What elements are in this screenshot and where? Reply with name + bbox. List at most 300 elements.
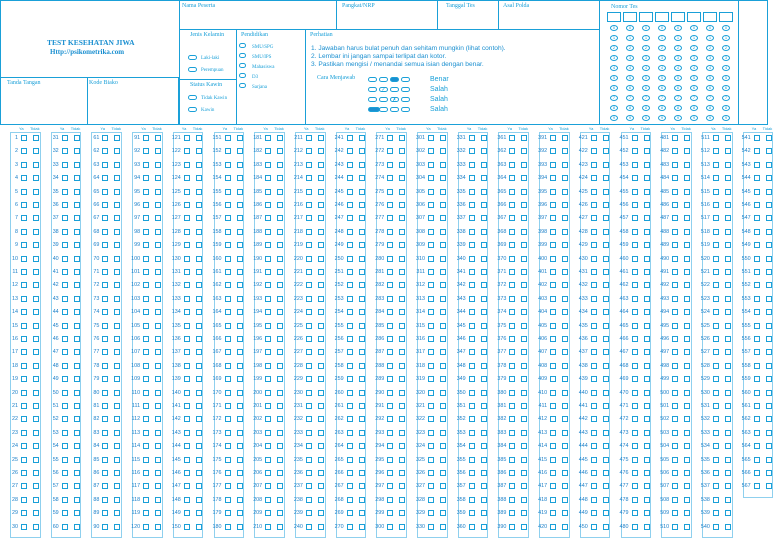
answer-tidak-box[interactable] (562, 336, 568, 342)
answer-tidak-box[interactable] (359, 416, 365, 422)
answer-ya-box[interactable] (225, 497, 231, 503)
answer-ya-box[interactable] (632, 148, 638, 154)
answer-ya-box[interactable] (591, 296, 597, 302)
answer-ya-box[interactable] (102, 470, 108, 476)
answer-tidak-box[interactable] (318, 416, 324, 422)
answer-ya-box[interactable] (21, 175, 27, 181)
answer-tidak-box[interactable] (33, 457, 39, 463)
answer-tidak-box[interactable] (33, 135, 39, 141)
answer-ya-box[interactable] (225, 323, 231, 329)
answer-tidak-box[interactable] (481, 323, 487, 329)
answer-tidak-box[interactable] (237, 457, 243, 463)
answer-ya-box[interactable] (509, 296, 515, 302)
answer-tidak-box[interactable] (766, 483, 772, 489)
nomor-bubble[interactable]: 5 (626, 75, 634, 81)
answer-tidak-box[interactable] (237, 524, 243, 530)
answer-tidak-box[interactable] (277, 229, 283, 235)
answer-ya-box[interactable] (469, 483, 475, 489)
answer-ya-box[interactable] (591, 242, 597, 248)
answer-tidak-box[interactable] (481, 296, 487, 302)
answer-ya-box[interactable] (306, 416, 312, 422)
answer-tidak-box[interactable] (155, 403, 161, 409)
answer-ya-box[interactable] (591, 443, 597, 449)
answer-tidak-box[interactable] (603, 175, 609, 181)
answer-tidak-box[interactable] (114, 376, 120, 382)
answer-tidak-box[interactable] (74, 470, 80, 476)
answer-ya-box[interactable] (143, 189, 149, 195)
answer-ya-box[interactable] (102, 443, 108, 449)
answer-tidak-box[interactable] (359, 189, 365, 195)
answer-tidak-box[interactable] (684, 443, 690, 449)
answer-ya-box[interactable] (632, 162, 638, 168)
nomor-bubble[interactable]: 9 (642, 115, 650, 121)
answer-ya-box[interactable] (265, 363, 271, 369)
answer-ya-box[interactable] (306, 349, 312, 355)
answer-tidak-box[interactable] (684, 175, 690, 181)
answer-ya-box[interactable] (347, 242, 353, 248)
answer-tidak-box[interactable] (155, 215, 161, 221)
answer-ya-box[interactable] (754, 202, 760, 208)
nomor-bubble[interactable]: 9 (722, 115, 730, 121)
answer-ya-box[interactable] (632, 215, 638, 221)
nomor-digit-box[interactable] (719, 12, 733, 22)
nomor-bubble[interactable]: 7 (690, 95, 698, 101)
nomor-bubble[interactable]: 2 (690, 45, 698, 51)
nomor-bubble[interactable]: 8 (690, 105, 698, 111)
answer-tidak-box[interactable] (196, 470, 202, 476)
answer-ya-box[interactable] (102, 430, 108, 436)
answer-tidak-box[interactable] (359, 148, 365, 154)
answer-tidak-box[interactable] (114, 403, 120, 409)
answer-tidak-box[interactable] (440, 242, 446, 248)
answer-ya-box[interactable] (62, 430, 68, 436)
answer-ya-box[interactable] (632, 296, 638, 302)
answer-ya-box[interactable] (469, 189, 475, 195)
answer-ya-box[interactable] (591, 135, 597, 141)
answer-tidak-box[interactable] (33, 470, 39, 476)
answer-ya-box[interactable] (672, 269, 678, 275)
answer-tidak-box[interactable] (766, 256, 772, 262)
answer-tidak-box[interactable] (562, 510, 568, 516)
answer-ya-box[interactable] (509, 282, 515, 288)
answer-ya-box[interactable] (672, 363, 678, 369)
answer-ya-box[interactable] (62, 363, 68, 369)
answer-ya-box[interactable] (306, 148, 312, 154)
answer-tidak-box[interactable] (562, 309, 568, 315)
answer-tidak-box[interactable] (399, 390, 405, 396)
answer-tidak-box[interactable] (33, 175, 39, 181)
nomor-bubble[interactable]: 0 (722, 25, 730, 31)
answer-tidak-box[interactable] (155, 175, 161, 181)
answer-ya-box[interactable] (591, 323, 597, 329)
answer-ya-box[interactable] (184, 349, 190, 355)
answer-ya-box[interactable] (469, 457, 475, 463)
answer-ya-box[interactable] (550, 269, 556, 275)
answer-ya-box[interactable] (632, 483, 638, 489)
answer-tidak-box[interactable] (277, 242, 283, 248)
answer-tidak-box[interactable] (399, 256, 405, 262)
answer-tidak-box[interactable] (399, 309, 405, 315)
answer-ya-box[interactable] (225, 189, 231, 195)
answer-tidak-box[interactable] (684, 229, 690, 235)
answer-ya-box[interactable] (143, 510, 149, 516)
answer-ya-box[interactable] (265, 443, 271, 449)
nomor-bubble[interactable]: 1 (706, 35, 714, 41)
answer-tidak-box[interactable] (277, 202, 283, 208)
answer-tidak-box[interactable] (399, 202, 405, 208)
answer-ya-box[interactable] (550, 390, 556, 396)
answer-ya-box[interactable] (21, 430, 27, 436)
answer-ya-box[interactable] (632, 309, 638, 315)
answer-ya-box[interactable] (672, 202, 678, 208)
answer-ya-box[interactable] (21, 148, 27, 154)
answer-tidak-box[interactable] (196, 282, 202, 288)
answer-tidak-box[interactable] (359, 256, 365, 262)
answer-ya-box[interactable] (387, 296, 393, 302)
answer-ya-box[interactable] (21, 497, 27, 503)
nomor-bubble[interactable]: 9 (706, 115, 714, 121)
answer-ya-box[interactable] (632, 202, 638, 208)
nomor-bubble[interactable]: 6 (706, 85, 714, 91)
answer-ya-box[interactable] (62, 256, 68, 262)
answer-tidak-box[interactable] (277, 416, 283, 422)
answer-ya-box[interactable] (469, 162, 475, 168)
answer-tidak-box[interactable] (440, 189, 446, 195)
answer-tidak-box[interactable] (440, 510, 446, 516)
answer-tidak-box[interactable] (114, 430, 120, 436)
answer-tidak-box[interactable] (644, 229, 650, 235)
answer-ya-box[interactable] (21, 282, 27, 288)
answer-ya-box[interactable] (265, 282, 271, 288)
answer-ya-box[interactable] (306, 390, 312, 396)
answer-tidak-box[interactable] (562, 148, 568, 154)
answer-tidak-box[interactable] (562, 135, 568, 141)
nomor-bubble[interactable]: 0 (658, 25, 666, 31)
answer-ya-box[interactable] (21, 309, 27, 315)
nomor-bubble[interactable]: 2 (706, 45, 714, 51)
nomor-bubble[interactable]: 9 (626, 115, 634, 121)
answer-tidak-box[interactable] (644, 202, 650, 208)
answer-tidak-box[interactable] (644, 390, 650, 396)
answer-tidak-box[interactable] (318, 282, 324, 288)
answer-tidak-box[interactable] (684, 470, 690, 476)
answer-tidak-box[interactable] (725, 430, 731, 436)
answer-ya-box[interactable] (62, 242, 68, 248)
answer-tidak-box[interactable] (562, 390, 568, 396)
answer-ya-box[interactable] (347, 269, 353, 275)
nomor-bubble[interactable]: 0 (706, 25, 714, 31)
answer-tidak-box[interactable] (684, 390, 690, 396)
option-bubble[interactable] (188, 107, 197, 112)
option-bubble[interactable] (239, 53, 246, 58)
answer-tidak-box[interactable] (684, 457, 690, 463)
answer-tidak-box[interactable] (644, 470, 650, 476)
answer-tidak-box[interactable] (481, 242, 487, 248)
nomor-bubble[interactable]: 4 (642, 65, 650, 71)
answer-tidak-box[interactable] (766, 430, 772, 436)
answer-ya-box[interactable] (754, 336, 760, 342)
answer-ya-box[interactable] (428, 256, 434, 262)
answer-ya-box[interactable] (306, 524, 312, 530)
answer-ya-box[interactable] (428, 202, 434, 208)
answer-tidak-box[interactable] (440, 349, 446, 355)
nomor-bubble[interactable]: 7 (722, 95, 730, 101)
answer-tidak-box[interactable] (684, 135, 690, 141)
answer-tidak-box[interactable] (766, 443, 772, 449)
answer-ya-box[interactable] (591, 470, 597, 476)
answer-tidak-box[interactable] (359, 309, 365, 315)
answer-tidak-box[interactable] (562, 470, 568, 476)
answer-tidak-box[interactable] (114, 363, 120, 369)
answer-tidak-box[interactable] (440, 483, 446, 489)
nomor-bubble[interactable]: 9 (658, 115, 666, 121)
answer-ya-box[interactable] (387, 256, 393, 262)
answer-tidak-box[interactable] (603, 215, 609, 221)
answer-tidak-box[interactable] (155, 483, 161, 489)
answer-ya-box[interactable] (754, 256, 760, 262)
answer-ya-box[interactable] (265, 416, 271, 422)
answer-tidak-box[interactable] (277, 162, 283, 168)
answer-tidak-box[interactable] (155, 524, 161, 530)
answer-tidak-box[interactable] (399, 135, 405, 141)
answer-ya-box[interactable] (754, 215, 760, 221)
answer-tidak-box[interactable] (237, 296, 243, 302)
answer-ya-box[interactable] (754, 483, 760, 489)
answer-tidak-box[interactable] (359, 215, 365, 221)
answer-tidak-box[interactable] (359, 470, 365, 476)
answer-ya-box[interactable] (632, 403, 638, 409)
answer-tidak-box[interactable] (481, 282, 487, 288)
answer-tidak-box[interactable] (766, 323, 772, 329)
answer-tidak-box[interactable] (562, 497, 568, 503)
answer-ya-box[interactable] (632, 323, 638, 329)
answer-tidak-box[interactable] (603, 189, 609, 195)
answer-tidak-box[interactable] (237, 363, 243, 369)
answer-ya-box[interactable] (469, 443, 475, 449)
answer-ya-box[interactable] (550, 524, 556, 530)
answer-ya-box[interactable] (21, 242, 27, 248)
answer-ya-box[interactable] (672, 349, 678, 355)
answer-ya-box[interactable] (62, 497, 68, 503)
nomor-bubble[interactable]: 6 (658, 85, 666, 91)
answer-tidak-box[interactable] (318, 483, 324, 489)
answer-ya-box[interactable] (428, 390, 434, 396)
answer-ya-box[interactable] (347, 336, 353, 342)
answer-tidak-box[interactable] (33, 349, 39, 355)
answer-ya-box[interactable] (428, 403, 434, 409)
answer-ya-box[interactable] (21, 256, 27, 262)
answer-tidak-box[interactable] (399, 363, 405, 369)
answer-tidak-box[interactable] (114, 323, 120, 329)
answer-ya-box[interactable] (184, 470, 190, 476)
answer-ya-box[interactable] (387, 189, 393, 195)
answer-tidak-box[interactable] (644, 296, 650, 302)
answer-tidak-box[interactable] (237, 376, 243, 382)
answer-ya-box[interactable] (143, 430, 149, 436)
answer-ya-box[interactable] (387, 510, 393, 516)
answer-ya-box[interactable] (632, 229, 638, 235)
answer-ya-box[interactable] (469, 510, 475, 516)
answer-ya-box[interactable] (550, 215, 556, 221)
answer-tidak-box[interactable] (237, 135, 243, 141)
answer-tidak-box[interactable] (399, 416, 405, 422)
answer-tidak-box[interactable] (562, 323, 568, 329)
answer-tidak-box[interactable] (562, 524, 568, 530)
answer-tidak-box[interactable] (237, 336, 243, 342)
answer-tidak-box[interactable] (440, 524, 446, 530)
nomor-bubble[interactable]: 5 (706, 75, 714, 81)
answer-ya-box[interactable] (550, 229, 556, 235)
answer-tidak-box[interactable] (725, 296, 731, 302)
answer-tidak-box[interactable] (114, 269, 120, 275)
answer-tidak-box[interactable] (237, 390, 243, 396)
answer-ya-box[interactable] (387, 430, 393, 436)
answer-tidak-box[interactable] (481, 524, 487, 530)
answer-tidak-box[interactable] (155, 470, 161, 476)
answer-tidak-box[interactable] (603, 376, 609, 382)
answer-ya-box[interactable] (265, 403, 271, 409)
answer-ya-box[interactable] (632, 336, 638, 342)
answer-ya-box[interactable] (713, 457, 719, 463)
answer-tidak-box[interactable] (644, 135, 650, 141)
answer-ya-box[interactable] (428, 336, 434, 342)
answer-ya-box[interactable] (469, 229, 475, 235)
answer-ya-box[interactable] (102, 510, 108, 516)
answer-ya-box[interactable] (672, 162, 678, 168)
answer-ya-box[interactable] (265, 175, 271, 181)
answer-tidak-box[interactable] (114, 282, 120, 288)
answer-ya-box[interactable] (387, 443, 393, 449)
answer-ya-box[interactable] (347, 390, 353, 396)
answer-tidak-box[interactable] (481, 256, 487, 262)
answer-ya-box[interactable] (509, 242, 515, 248)
answer-tidak-box[interactable] (155, 336, 161, 342)
option-bubble[interactable] (239, 63, 246, 68)
answer-ya-box[interactable] (672, 323, 678, 329)
answer-ya-box[interactable] (632, 242, 638, 248)
answer-ya-box[interactable] (632, 457, 638, 463)
answer-tidak-box[interactable] (318, 135, 324, 141)
nomor-bubble[interactable]: 3 (706, 55, 714, 61)
answer-ya-box[interactable] (184, 175, 190, 181)
answer-tidak-box[interactable] (33, 376, 39, 382)
answer-ya-box[interactable] (102, 323, 108, 329)
answer-ya-box[interactable] (225, 175, 231, 181)
answer-tidak-box[interactable] (277, 215, 283, 221)
answer-ya-box[interactable] (21, 524, 27, 530)
answer-tidak-box[interactable] (603, 430, 609, 436)
answer-tidak-box[interactable] (603, 524, 609, 530)
answer-ya-box[interactable] (754, 296, 760, 302)
answer-ya-box[interactable] (62, 416, 68, 422)
answer-tidak-box[interactable] (603, 390, 609, 396)
answer-tidak-box[interactable] (644, 443, 650, 449)
nomor-bubble[interactable]: 3 (610, 55, 618, 61)
answer-ya-box[interactable] (347, 175, 353, 181)
answer-tidak-box[interactable] (33, 363, 39, 369)
answer-tidak-box[interactable] (440, 376, 446, 382)
answer-tidak-box[interactable] (114, 229, 120, 235)
answer-tidak-box[interactable] (399, 470, 405, 476)
answer-ya-box[interactable] (469, 430, 475, 436)
answer-ya-box[interactable] (62, 269, 68, 275)
answer-tidak-box[interactable] (521, 443, 527, 449)
answer-tidak-box[interactable] (196, 430, 202, 436)
answer-ya-box[interactable] (713, 229, 719, 235)
answer-ya-box[interactable] (672, 336, 678, 342)
answer-ya-box[interactable] (102, 202, 108, 208)
answer-tidak-box[interactable] (318, 175, 324, 181)
answer-tidak-box[interactable] (359, 510, 365, 516)
answer-tidak-box[interactable] (684, 363, 690, 369)
answer-tidak-box[interactable] (725, 309, 731, 315)
answer-tidak-box[interactable] (481, 229, 487, 235)
answer-tidak-box[interactable] (399, 242, 405, 248)
answer-tidak-box[interactable] (155, 497, 161, 503)
answer-ya-box[interactable] (184, 309, 190, 315)
answer-ya-box[interactable] (509, 376, 515, 382)
answer-ya-box[interactable] (509, 524, 515, 530)
answer-ya-box[interactable] (469, 336, 475, 342)
answer-tidak-box[interactable] (196, 269, 202, 275)
answer-tidak-box[interactable] (318, 376, 324, 382)
answer-ya-box[interactable] (347, 470, 353, 476)
answer-ya-box[interactable] (225, 510, 231, 516)
answer-tidak-box[interactable] (74, 443, 80, 449)
answer-ya-box[interactable] (754, 229, 760, 235)
answer-tidak-box[interactable] (725, 524, 731, 530)
answer-tidak-box[interactable] (318, 148, 324, 154)
answer-tidak-box[interactable] (644, 215, 650, 221)
answer-tidak-box[interactable] (481, 497, 487, 503)
answer-ya-box[interactable] (347, 510, 353, 516)
answer-ya-box[interactable] (428, 309, 434, 315)
answer-tidak-box[interactable] (359, 269, 365, 275)
answer-tidak-box[interactable] (521, 162, 527, 168)
answer-tidak-box[interactable] (440, 416, 446, 422)
answer-tidak-box[interactable] (33, 189, 39, 195)
answer-ya-box[interactable] (387, 376, 393, 382)
answer-tidak-box[interactable] (766, 162, 772, 168)
answer-tidak-box[interactable] (644, 363, 650, 369)
answer-tidak-box[interactable] (644, 269, 650, 275)
answer-tidak-box[interactable] (481, 162, 487, 168)
answer-tidak-box[interactable] (521, 189, 527, 195)
answer-tidak-box[interactable] (237, 430, 243, 436)
answer-tidak-box[interactable] (114, 457, 120, 463)
answer-tidak-box[interactable] (318, 242, 324, 248)
answer-tidak-box[interactable] (440, 309, 446, 315)
answer-ya-box[interactable] (428, 363, 434, 369)
answer-ya-box[interactable] (509, 390, 515, 396)
answer-ya-box[interactable] (550, 336, 556, 342)
answer-tidak-box[interactable] (196, 256, 202, 262)
answer-ya-box[interactable] (102, 524, 108, 530)
nomor-bubble[interactable]: 7 (626, 95, 634, 101)
answer-ya-box[interactable] (713, 376, 719, 382)
answer-tidak-box[interactable] (440, 202, 446, 208)
answer-ya-box[interactable] (102, 269, 108, 275)
answer-tidak-box[interactable] (440, 229, 446, 235)
answer-ya-box[interactable] (143, 269, 149, 275)
answer-ya-box[interactable] (62, 162, 68, 168)
answer-ya-box[interactable] (469, 323, 475, 329)
answer-tidak-box[interactable] (684, 403, 690, 409)
answer-ya-box[interactable] (225, 296, 231, 302)
answer-tidak-box[interactable] (440, 269, 446, 275)
answer-ya-box[interactable] (265, 309, 271, 315)
answer-ya-box[interactable] (591, 430, 597, 436)
